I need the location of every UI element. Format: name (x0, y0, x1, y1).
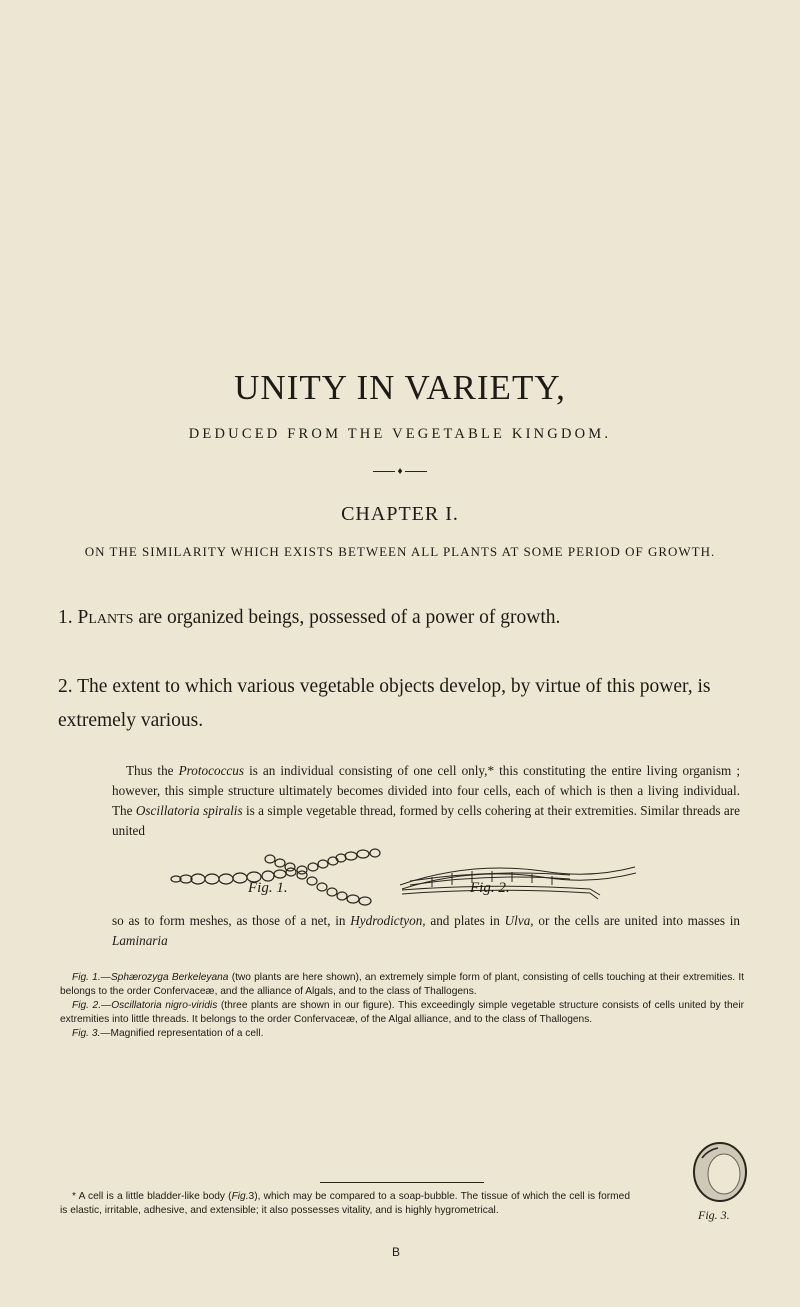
para1-text-c: is an individual consisting of one cell only,* this constituting the entire living organism ; however, this simple structure ultimately becomes divided into four cells, each of which is then a living individual. The (112, 763, 741, 818)
note-fig3 (60, 1027, 744, 1041)
footnote (60, 1190, 630, 1218)
proposition-1-lead: Plants (77, 607, 134, 628)
note-fig2-text: (three plants are shown in our figure). This exceedingly simple vegetable structure consists of cells united by their extremities into little threads. It belongs to the order Confervaceæ, of the Algal alliance, and to the class of Thallogens. (60, 1000, 744, 1025)
footnote-text-c: 3), which may be compared to a soap-bubble. The tissue of which the cell is formed is elastic, irritable, adhesive, and extensible; it also possesses vitality, and is highly hygrometrical. (60, 1191, 630, 1216)
figure-illustrations (170, 845, 640, 911)
body-paragraph-2 (112, 911, 740, 951)
ornament-divider (0, 466, 800, 477)
note-fig1-species: Sphærozyga Berkeleyana (110, 972, 229, 983)
note-fig3-text: Magnified representation of a cell. (110, 1028, 264, 1039)
fig3-cell-illustration (688, 1138, 752, 1204)
proposition-1-text: are organized beings, possessed of a power of growth. (138, 607, 561, 628)
proposition-1-number: 1. (58, 607, 73, 628)
page-title: UNITY IN VARIETY, (234, 368, 566, 407)
footnote-rule (320, 1182, 484, 1183)
diamond-icon: ♦ (397, 466, 403, 477)
fig2-filament-illustration (400, 867, 636, 899)
note-fig1-label: Fig. 1.— (72, 972, 111, 983)
note-fig3-label: Fig. 3.— (72, 1028, 111, 1039)
chapter-heading: CHAPTER I. (341, 503, 459, 525)
para2-taxon-hydrodictyon: Hydrodictyon, (350, 913, 426, 928)
para1-taxon-protococcus: Protococcus (178, 763, 245, 778)
proposition-2: 2. The extent to which various vegetable objects develop, by virtue of this power, is extremely various. (58, 676, 711, 731)
fig3-caption: Fig. 3. (698, 1208, 730, 1222)
note-fig1 (60, 971, 744, 999)
note-fig1-text: (two plants are here shown), an extremely simple form of plant, consisting of cells touching at their extremities. It belongs to the order Confervaceæ, and the alliance of Algals, and to the class of Thallogens. (60, 972, 744, 997)
footnote-text-a: * A cell is a little bladder-like body ( (72, 1191, 232, 1202)
divider-line-right (405, 471, 427, 472)
fig1-caption: Fig. 1. (248, 880, 288, 896)
para2-text-e: or the cells are united into masses in (538, 913, 741, 928)
para2-text-c: and plates in (430, 913, 500, 928)
note-fig2-label: Fig. 2.— (72, 1000, 112, 1011)
para1-text-e: is a simple vegetable thread, formed by cells cohering at their extremities. Similar threads are united (112, 803, 741, 838)
para1-text-a: Thus the (126, 763, 174, 778)
divider-line-left (373, 471, 395, 472)
fig2-caption: Fig. 2. (470, 880, 510, 896)
body-paragraph-1 (112, 761, 740, 841)
note-fig2-species: Oscillatoria nigro-viridis (111, 1000, 218, 1011)
para2-taxon-laminaria: Laminaria (112, 933, 168, 948)
figure-notes (60, 971, 744, 1041)
para2-text-a: so as to form meshes, as those of a net, in (112, 913, 346, 928)
para2-taxon-ulva: Ulva, (504, 913, 534, 928)
proposition-1 (58, 601, 748, 635)
chapter-subheading: ON THE SIMILARITY WHICH EXISTS BETWEEN ALL PLANTS AT SOME PERIOD OF GROWTH. (84, 544, 716, 559)
para1-taxon-oscillatoria: Oscillatoria spiralis (135, 803, 243, 818)
footnote-text (60, 1190, 630, 1218)
note-fig2 (60, 999, 744, 1027)
signature-mark: B (392, 1245, 401, 1259)
page-subtitle: DEDUCED FROM THE VEGETABLE KINGDOM. (188, 426, 612, 442)
footnote-fig-ref: Fig. (231, 1191, 249, 1202)
